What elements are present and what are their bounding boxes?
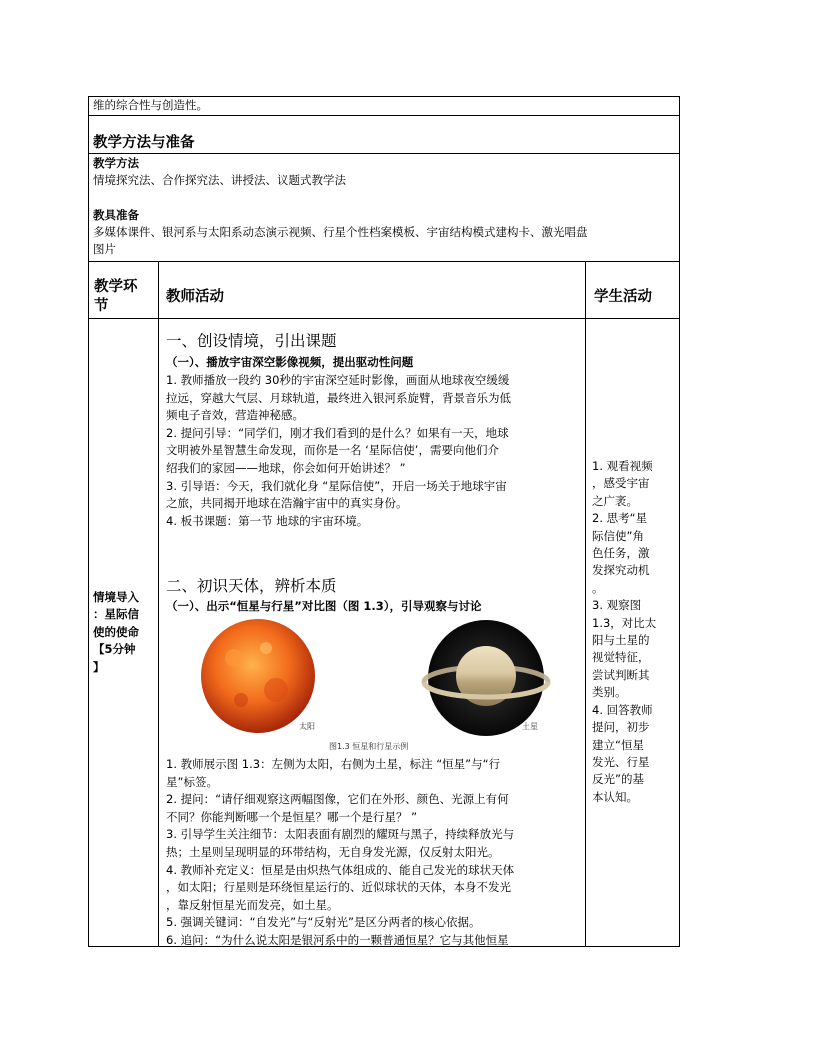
sun-image: [201, 619, 315, 733]
student-line: 反光”的基: [592, 772, 644, 787]
student-line: 之广袤。: [592, 493, 638, 508]
part1-line: 拉远，穿越大气层、月球轨道，最终进入银河系旋臂，背景音乐为低: [166, 390, 511, 405]
student-line: 发探究动机: [592, 563, 650, 578]
part2-line: 4. 教师补充定义：恒星是由炽热气体组成的、能自己发光的球状天体: [166, 862, 515, 877]
part2-line: 6. 追问：“为什么说太阳是银河系中的一颗普通恒星？它与其他恒星: [166, 932, 509, 947]
methods-label: 教学方法: [93, 156, 139, 170]
student-line: 色任务，激: [592, 546, 650, 561]
figure-label-sun: 太阳: [299, 722, 315, 731]
part2-items: [166, 756, 514, 950]
tools-label: 教具准备: [93, 208, 139, 222]
part2-line: 热；土星则呈现明显的环带结构，无自身发光源，仅反射太阳光。: [166, 844, 500, 859]
part2-heading: 二、初识天体，辨析本质: [166, 577, 337, 595]
header-stage-line-2: 节: [94, 298, 109, 314]
figure-label-saturn: 土星: [522, 722, 538, 731]
student-line: 4. 回答教师: [592, 702, 653, 717]
part1-items: [166, 372, 511, 530]
methods-text: 情境探究法、合作探究法、讲授法、议题式教学法: [93, 173, 346, 187]
stage-cell: [93, 589, 139, 676]
tools-text-line-1: 多媒体课件、银河系与太阳系动态演示视频、行星个性档案模板、宇宙结构模式建构卡、激光唱盘: [93, 225, 588, 239]
student-line: 阳与土星的: [592, 633, 650, 648]
stage-line: 【5分钟: [93, 642, 136, 657]
part1-subheading: （一）、播放宇宙深空影像视频，提出驱动性问题: [166, 355, 414, 369]
part1-line: 之旅，共同揭开地球在浩瀚宇宙中的真实身份。: [166, 496, 408, 511]
header-teacher-activity: 教师活动: [166, 289, 224, 305]
part2-line: 2. 提问：“请仔细观察这两幅图像，它们在外形、颜色、光源上有何: [166, 792, 509, 807]
methods-section-title: 教学方法与准备: [93, 135, 195, 151]
student-line: 视觉特征，: [592, 650, 650, 665]
student-line: 建立“恒星: [592, 737, 644, 752]
student-line: 类别。: [592, 685, 627, 700]
table-right-border: [679, 96, 680, 947]
student-line: 1.3，对比太: [592, 615, 657, 630]
student-line: ，感受宇宙: [592, 476, 650, 491]
part2-line: 3. 引导学生关注细节：太阳表面有剧烈的耀斑与黑子，持续释放光与: [166, 827, 515, 842]
column-divider-stage: [158, 261, 159, 947]
figure-star-planet-graphic: [196, 618, 554, 756]
part1-line: 1. 教师播放一段约 30秒的宇宙深空延时影像，画面从地球夜空缓缓: [166, 373, 510, 387]
part1-heading: 一、创设情境，引出课题: [166, 332, 337, 350]
stage-line: 】: [93, 659, 105, 674]
student-line: 际信使”角: [592, 528, 644, 543]
student-line: 3. 观察图: [592, 598, 642, 613]
part2-subheading: （一）、出示“恒星与行星”对比图（图 1.3），引导观察与讨论: [166, 599, 482, 613]
part1-line: 频电子音效，营造神秘感。: [166, 408, 304, 423]
student-line: 发光、行星: [592, 754, 650, 769]
stage-line: 使的使命: [93, 624, 139, 639]
part2-line: 星”标签。: [166, 774, 218, 789]
part2-line: ，如太阳；行星则是环绕恒星运行的、近似球状的天体，本身不发光: [166, 880, 511, 895]
part1-line: 2. 提问引导：“同学们，刚才我们看到的是什么？如果有一天，地球: [166, 425, 509, 440]
stage-line: 情境导入: [93, 590, 139, 604]
stage-line: ：星际信: [93, 607, 139, 622]
part2-line: ，靠反射恒星光而发亮，如土星。: [166, 897, 339, 912]
figure-star-planet: [196, 618, 554, 756]
student-line: 2. 思考“星: [592, 511, 648, 526]
saturn-image: [424, 620, 548, 736]
divider-after-header-row: [88, 318, 680, 319]
student-line: 提问，初步: [592, 720, 650, 735]
part2-line: 不同？你能判断哪一个是恒星？哪一个是行星？ ”: [166, 809, 418, 824]
part1-line: 3. 引导语：今天，我们就化身 “星际信使”，开启一场关于地球宇宙: [166, 478, 507, 493]
figure-caption: 图1.3 恒星和行星示例: [329, 742, 409, 751]
table-left-border: [88, 96, 89, 947]
student-line: 。: [592, 580, 604, 595]
divider-after-fragment: [88, 115, 680, 116]
column-divider-student: [585, 261, 586, 947]
divider-after-methods-title: [88, 153, 680, 154]
divider-before-header-row: [88, 261, 680, 262]
header-stage-line-1: 教学环: [94, 279, 138, 295]
student-line: 1. 观看视频: [592, 459, 653, 473]
part1-line: 4. 板书课题：第一节 地球的宇宙环境。: [166, 513, 369, 528]
part1-line: 绍我们的家园——地球，你会如何开始讲述？ ”: [166, 460, 406, 475]
top-fragment-text: 维的综合性与创造性。: [93, 98, 208, 112]
student-activity-cell: [592, 458, 656, 806]
student-line: 尝试判断其: [592, 667, 650, 682]
header-student-activity: 学生活动: [594, 289, 652, 305]
part1-line: 文明被外星智慧生命发现，而你是一名 ‘星际信使’，需要向他们介: [166, 443, 499, 458]
part2-line: 5. 强调关键词：“自发光”与“反射光”是区分两者的核心依据。: [166, 915, 481, 930]
part2-line: 1. 教师展示图 1.3：左侧为太阳，右侧为土星，标注 “恒星”与“行: [166, 757, 501, 771]
tools-text-line-2: 图片: [93, 242, 116, 256]
student-line: 本认知。: [592, 789, 638, 804]
